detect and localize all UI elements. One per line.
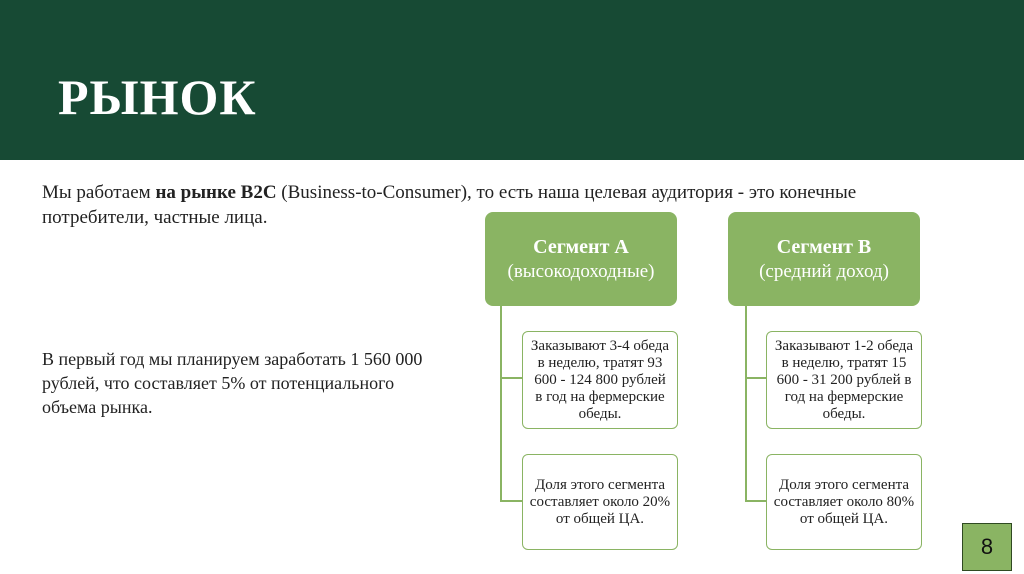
segment-a-share-box xyxy=(522,454,678,550)
segment-a-connector-detail xyxy=(500,377,522,379)
segment-a-subtitle: (высокодоходные) xyxy=(507,261,655,282)
segment-b-connector-detail xyxy=(745,377,766,379)
segment-b-detail-text: Заказывают 1-2 обеда в неделю, тратят 15 600 - 31 200 рублей в год на фермерские обеды. xyxy=(774,337,914,422)
segment-b-share-text: Доля этого сегмента составляет около 80% от общей ЦА. xyxy=(773,476,915,527)
segment-b-subtitle: (средний доход) xyxy=(759,261,889,282)
segment-a-detail-box xyxy=(522,331,678,429)
segment-a-connector-share xyxy=(500,500,522,502)
segment-b-name: Сегмент В xyxy=(776,236,872,258)
segment-a-connector-vertical xyxy=(500,306,502,502)
segment-b-header xyxy=(728,212,920,306)
segment-b-connector-vertical xyxy=(745,306,747,502)
segment-b-share-box xyxy=(766,454,922,550)
intro-text-bold: на рынке B2C xyxy=(155,182,277,203)
segment-a-detail-text: Заказывают 3-4 обеда в неделю, тратят 93 600 - 124 800 рублей в год на фермерские обеды. xyxy=(530,337,670,422)
slide-title: РЫНОК xyxy=(58,69,257,125)
segment-b-detail-box xyxy=(766,331,922,429)
segment-a-header xyxy=(485,212,677,306)
intro-text-end: (Business-to-Consumer), то есть наша целевая аудитория - это конечные потребители, частные лица. xyxy=(42,182,857,228)
page-number: 8 xyxy=(962,523,1012,571)
intro-text-start: Мы работаем xyxy=(42,182,156,203)
segment-a-share-text: Доля этого сегмента составляет около 20% от общей ЦА. xyxy=(529,476,671,527)
segment-b-connector-share xyxy=(745,500,766,502)
plan-paragraph: В первый год мы планируем заработать 1 560 000 рублей, что составляет 5% от потенциального объема рынка. xyxy=(42,349,423,417)
segment-a-name: Сегмент А xyxy=(533,236,629,258)
